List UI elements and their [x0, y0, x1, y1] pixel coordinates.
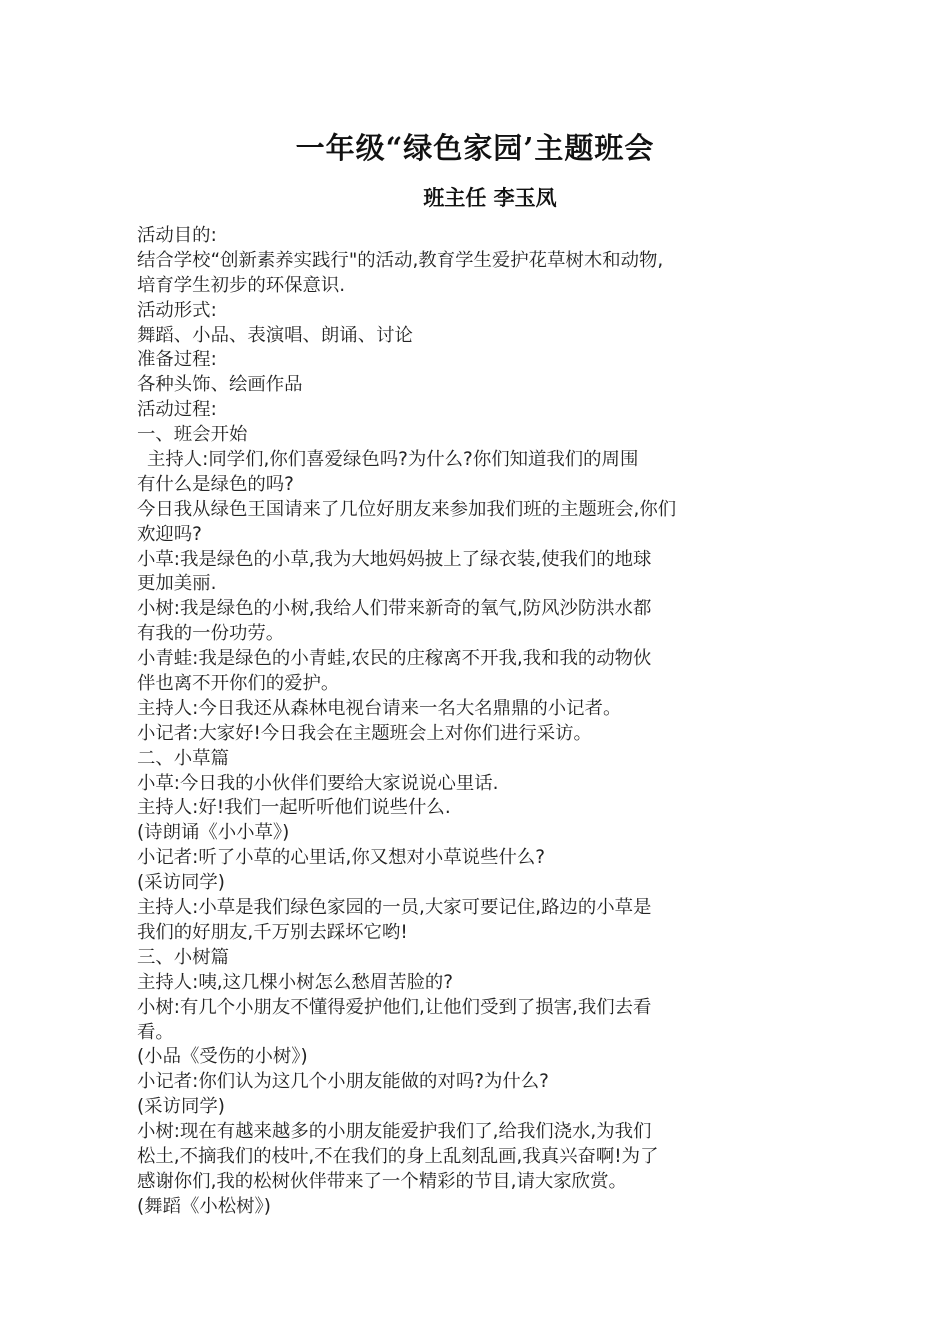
document-body — [137, 224, 817, 1220]
text-line: 小记者:你们认为这几个小朋友能做的对吗?为什么? — [137, 1071, 549, 1093]
section-heading: 活动目的: — [137, 225, 217, 246]
text-line: 伴也离不开你们的爱护。 — [137, 673, 340, 695]
text-line: (采访同学) — [137, 872, 225, 894]
text-line: 今日我从绿色王国请来了几位好朋友来参加我们班的主题班会,你们 — [137, 498, 677, 520]
text-line: 更加美丽. — [137, 573, 217, 595]
text-line: 有什么是绿色的吗? — [137, 473, 294, 495]
text-line: 主持人:咦,这几棵小树怎么愁眉苦脸的? — [137, 971, 454, 993]
text-line: 主持人:同学们,你们喜爱绿色吗?为什么?你们知道我们的周围 — [147, 449, 639, 471]
text-line: 舞蹈、小品、表演唱、朗诵、讨论 — [137, 324, 413, 346]
text-line: 松土,不摘我们的枝叶,不在我们的身上乱刻乱画,我真兴奋啊!为了 — [137, 1145, 659, 1167]
text-line: (舞蹈《小松树》) — [137, 1195, 271, 1217]
text-line: 小记者:听了小草的心里话,你又想对小草说些什么? — [137, 847, 546, 869]
text-line: (小品《受伤的小树》) — [137, 1046, 308, 1068]
section-heading: 二、小草篇 — [137, 747, 229, 769]
text-line: 小树:我是绿色的小树,我给人们带来新奇的氧气,防风沙防洪水都 — [137, 598, 652, 620]
page-title: 一年级“绿色家园’主题班会 — [295, 131, 655, 165]
text-line: 我们的好朋友,千万别去踩坏它哟! — [137, 921, 408, 943]
text-line: 培育学生初步的环保意识. — [137, 274, 346, 296]
text-line: 看。 — [137, 1021, 174, 1043]
text-line: 小草:今日我的小伙伴们要给大家说说心里话. — [137, 772, 499, 794]
text-line: 小树:现在有越来越多的小朋友能爱护我们了,给我们浇水,为我们 — [137, 1121, 652, 1143]
section-heading: 活动过程: — [137, 399, 217, 421]
section-heading: 一、班会开始 — [137, 424, 248, 446]
text-line: 小树:有几个小朋友不懂得爱护他们,让他们受到了损害,我们去看 — [137, 996, 652, 1018]
text-line: 主持人:小草是我们绿色家园的一员,大家可要记住,路边的小草是 — [137, 897, 652, 919]
section-heading: 三、小树篇 — [137, 946, 229, 968]
text-line: 欢迎吗? — [137, 523, 202, 545]
text-line: 小记者:大家好!今日我会在主题班会上对你们进行采访。 — [137, 722, 592, 744]
text-line: 主持人:今日我还从森林电视台请来一名大名鼎鼎的小记者。 — [137, 697, 622, 719]
text-line: (采访同学) — [137, 1096, 225, 1118]
text-line: 主持人:好!我们一起听听他们说些什么. — [137, 797, 451, 819]
section-heading: 活动形式: — [137, 299, 217, 321]
text-line: 小草:我是绿色的小草,我为大地妈妈披上了绿衣装,使我们的地球 — [137, 548, 652, 570]
author-line: 班主任 李玉凤 — [423, 185, 557, 210]
text-line: 各种头饰、绘画作品 — [137, 374, 303, 396]
text-line: 结合学校“创新素养实践行"的活动,教育学生爱护花草树木和动物, — [137, 249, 664, 271]
text-line: (诗朗诵《小小草》) — [137, 822, 290, 844]
text-line: 有我的一份功劳。 — [137, 623, 285, 645]
section-heading: 准备过程: — [137, 349, 217, 371]
text-line: 感谢你们,我的松树伙伴带来了一个精彩的节目,请大家欣赏。 — [137, 1170, 627, 1192]
text-line: 小青蛙:我是绿色的小青蛙,农民的庄稼离不开我,我和我的动物伙 — [137, 648, 652, 670]
